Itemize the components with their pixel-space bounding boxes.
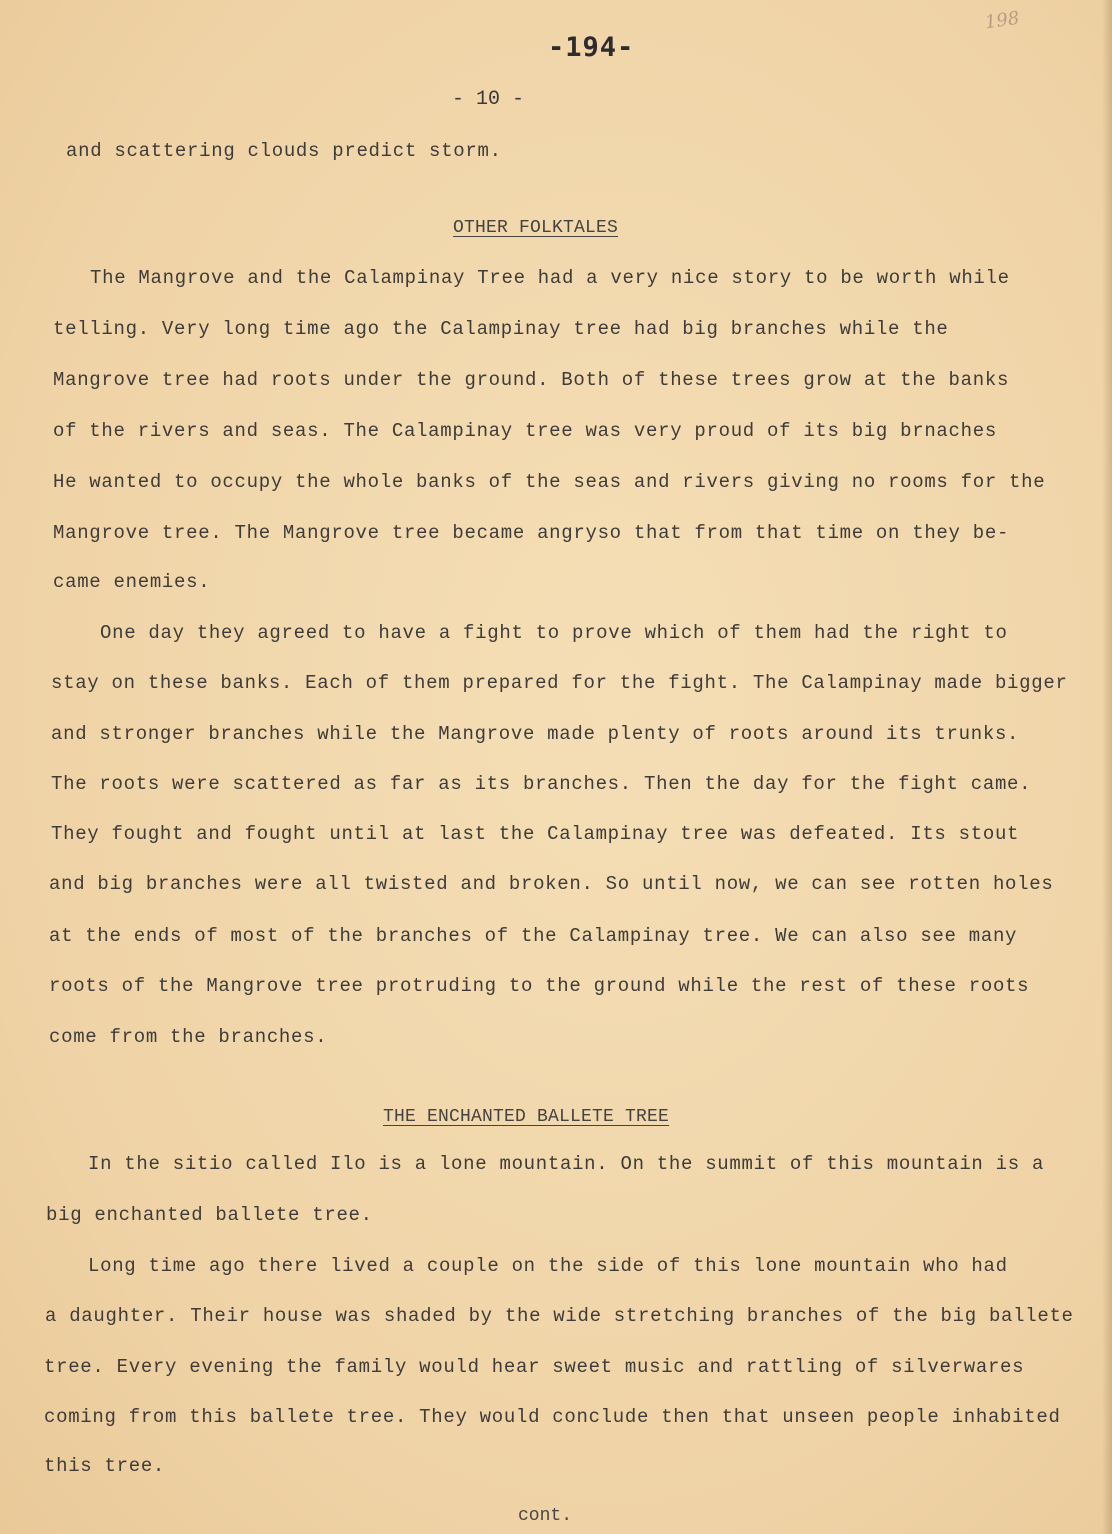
- text-line: came enemies.: [53, 571, 211, 593]
- text-line: and stronger branches while the Mangrove made plenty of roots around its trunks.: [51, 723, 1020, 745]
- page-edge-shadow: [1102, 0, 1112, 1534]
- text-line: Mangrove tree. The Mangrove tree became angryso that from that time on they be-: [53, 522, 1010, 544]
- section-title: THE ENCHANTED BALLETE TREE: [383, 1107, 670, 1127]
- text-line: The Mangrove and the Calampinay Tree had a very nice story to be worth while: [90, 267, 1010, 289]
- text-line: and big branches were all twisted and broken. So until now, we can see rotten holes: [49, 873, 1054, 895]
- text-line: big enchanted ballete tree.: [46, 1204, 373, 1226]
- text-line: He wanted to occupy the whole banks of the seas and rivers giving no rooms for the: [53, 471, 1046, 493]
- text-line: Mangrove tree had roots under the ground. Both of these trees grow at the banks: [53, 369, 1010, 391]
- text-line: The roots were scattered as far as its branches. Then the day for the fight came.: [51, 773, 1032, 795]
- text-line: telling. Very long time ago the Calampinay tree had big branches while the: [53, 318, 949, 340]
- text-line: tree. Every evening the family would hear sweet music and rattling of silverwares: [44, 1356, 1025, 1378]
- text-line: roots of the Mangrove tree protruding to the ground while the rest of these roots: [49, 975, 1030, 997]
- text-line: They fought and fought until at last the Calampinay tree was defeated. Its stout: [51, 823, 1020, 845]
- text-line: Long time ago there lived a couple on the side of this lone mountain who had: [88, 1255, 1008, 1277]
- text-line: a daughter. Their house was shaded by the wide stretching branches of the big ballete: [45, 1305, 1074, 1327]
- text-line: In the sitio called Ilo is a lone mountain. On the summit of this mountain is a: [88, 1153, 1045, 1175]
- text-line: this tree.: [44, 1455, 166, 1477]
- continued-marker: cont.: [518, 1506, 573, 1526]
- text-line: of the rivers and seas. The Calampinay tree was very proud of its big brnaches: [53, 420, 997, 442]
- text-line: stay on these banks. Each of them prepared for the fight. The Calampinay made bigger: [51, 672, 1068, 694]
- intro-line: and scattering clouds predict storm.: [66, 140, 502, 162]
- text-line: come from the branches.: [49, 1026, 328, 1048]
- stamped-page-number: -194-: [548, 32, 635, 63]
- text-line: One day they agreed to have a fight to prove which of them had the right to: [100, 622, 1008, 644]
- text-line: at the ends of most of the branches of the Calampinay tree. We can also see many: [49, 925, 1018, 947]
- section-title: OTHER FOLKTALES: [453, 218, 619, 238]
- handwritten-corner-number: 198: [983, 7, 1021, 34]
- text-line: coming from this ballete tree. They would conclude then that unseen people inhabited: [44, 1406, 1061, 1428]
- typed-page-number: - 10 -: [452, 88, 525, 111]
